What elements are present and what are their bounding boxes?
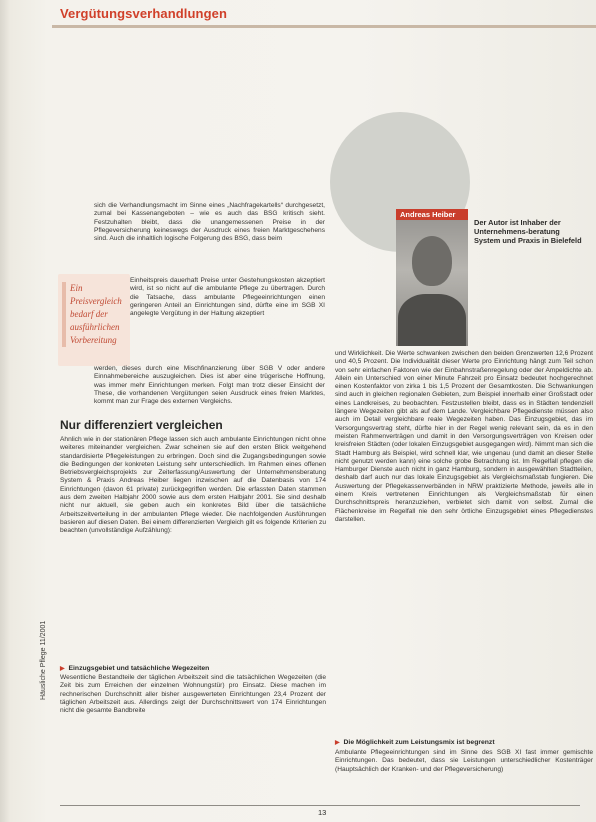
bullet-heading-left — [60, 665, 209, 672]
photo-label: Andreas Heiber — [396, 209, 468, 220]
vertical-source-label: Häusliche Pflege 11/2001 — [40, 620, 47, 700]
photo-caption: Der Autor ist Inhaber der Unternehmens-beratung System und Praxis in Bielefeld — [474, 218, 582, 245]
body-text-left-mid: werden, dieses durch eine Mischfinanzierung über SGB V oder andere Einnahmebereiche auszugleichen. Dies ist aber eine trügerische Hoffnung, was immer mehr Einrichtungen merken. Folgt man trotz dieser Einsicht der These, die vorhandenen Vergütungen seien Ausdruck eines freien Marktes, kommt man zur Frage des externen Vergleichs. — [94, 365, 325, 406]
page-number: 13 — [318, 808, 327, 817]
body-text-left-bottom: Wesentliche Bestandteile der täglichen Arbeitszeit sind die tatsächlichen Wegezeiten (die Zeit bis zum Erreichen der einzelnen Wohnungstür) pro Einsatz. Diese machen im rechnerischen Durchschnitt aller bisher ausgewerteten Einrichtungen 23,4 Prozent der täglichen Arbeitszeit aus. Allerdings zeigt der Durchschnittswert von 174 Einrichtungen nicht die gesamte Bandbreite — [60, 674, 326, 715]
bullet-heading-left-text: Einzugsgebiet und tatsächliche Wegezeiten — [68, 665, 210, 672]
body-text-left-main: Ähnlich wie in der stationären Pflege lassen sich auch ambulante Einrichtungen nicht ohne weiteres miteinander vergleichen. Zwar scheinen sie auf den ersten Blick weitgehend standardisierte Pflegeleistungen zu erbringen. Doch sind die Zugangsbedingungen sowie die Bedingungen der konkreten Leistung sehr unterschiedlich. Im Rahmen eines offenen Betriebsvergleichsprojekts zur Zeiterfassung/Auswertung der Unternehmensberatung System & Praxis Andreas Heiber liegen inzwischen auf die Datenbasis von 174 Einrichtungen (davon 61 private) zurückgegriffen werden. Die erfassten Daten stammen aus dem zweiten Halbjahr 2000 sowie aus dem ersten Halbjahr 2001. Sie sind deshalb nicht nur aktuell, sie geben auch ein konkretes Bild über die tatsächliche Arbeitszeitverteilung in der ambulanten Pflege wieder. Die nachfolgenden Ausführungen basieren auf diesen Daten. Bei einem differenzierten Vergleich gilt es folgende Kriterien zu beachten (unvollständige Aufzählung): — [60, 436, 326, 535]
body-text-right-bottom: Ambulante Pflegeeinrichtungen sind im Sinne des SGB XI fast immer gemischte Einrichtungen. Das bedeutet, dass sie Leistungen unterschiedlicher Kostenträger (Hauptsächlich der Kranken- und der Pflegeversicherung) — [335, 749, 593, 773]
triangle-bullet-icon: ▶ — [60, 666, 65, 672]
portrait-body — [398, 294, 466, 346]
author-portrait — [396, 220, 468, 346]
body-text-left-wrap: Einheitspreis dauerhaft Preise unter Gestehungskosten akzeptiert wird, ist so nicht auf die ambulante Pflege zu übertragen. Durch die Tatsache, dass ambulante Pflegeeinrichtungen einen geringeren Anteil an Einrichtungen sind, dürfte eine im SGB XI angelegte Vergütung in der Haltung akzeptiert — [130, 277, 325, 318]
bullet-heading-right-text: Die Möglichkeit zum Leistungsmix ist begrenzt — [343, 739, 495, 746]
pull-quote: Ein Preisvergleich bedarf der ausführlichen Vorbereitung — [62, 282, 124, 347]
bullet-heading-right — [335, 739, 495, 746]
page-binding-shadow — [0, 0, 10, 822]
triangle-bullet-icon: ▶ — [335, 740, 340, 746]
header-rule — [52, 25, 596, 28]
body-text-left-top: sich die Verhandlungsmacht im Sinne eines „Nachfragekartells“ durchgesetzt, zumal bei Kassenangeboten – wie es auch das BSG kritisch sieht. Festzuhalten bleibt, dass die unangemessenen Preise in der Pflegeversicherung keineswegs der Ausdruck eines freien Marktgeschehens sind. Auch die inhaltlich logische Folgerung des BSG, dass beim — [94, 202, 325, 243]
section-heading: Nur differenziert vergleichen — [60, 418, 223, 432]
footer-rule — [60, 805, 580, 806]
portrait-head — [412, 236, 452, 286]
body-text-right-main: und Wirklichkeit. Die Werte schwanken zwischen den beiden Grenzwerten 12,6 Prozent und 40,5 Prozent. Die Individualität dieser Werte pro Einrichtung hängt zum Teil schon von sehr einfachen Faktoren wie der Einbahnstraßenregelung oder der Ampeldichte ab. Allein ein Unterschied von einer Minute Fahrzeit pro Einsatz bedeutet hochgerechnet einen Kostenfaktor von zirka 1 bis 1,5 Prozent der Gesamtkosten. Die Schwankungen sind auch in gleichen regionalen Gebieten, zum Beispiel innerhalb einer Großstadt oder eines Landkreises, zu beobachten. Festzustellen bleibt, dass es in Städten tendenziell längere Wegezeiten gibt als auf dem Lande. Vergleichbare Pflegedienste müssen also auch im Detail vergleichbare reale Wegezeiten haben. Das Einzugsgebiet, das im Versorgungsvertrag steht, dürfte hier in der Regel wenig relevant sein, da es in den meisten Rahmenverträgen und damit in den Versorgungsverträgen von Kreisen oder kreisfreien Städten (oder lokalen Einzugsgebiet ausgegangen wird). Nimmt man sich die Stadt Hamburg als Beispiel, wird schnell klar, wie ungenau (und damit an dieser Stelle nicht genutzt werden kann) eine solche grobe Betrachtung ist. Im Regelfall pflegen die Hamburger Dienste auch nicht in ganz Hamburg, sondern in ausgewählten Stadtteilen, deshalb darf auch nur das lokale Einzugsgebiet als Vergleichsmaßstab fungieren. Die Auswertung der Pflegekassenverbänden in NRW praktizierte Methode, jeweils alle in einem Kreis vertretenen Einrichtungen als Vergleichsmaßstab für einen Durchschnittspreis heranzuziehen, verbietet sich damit von selbst. Zumal die Flächenkreise im Regelfall nie den sehr örtliche Einzugsgebiet eines Pflegedienstes darstellen. — [335, 350, 593, 523]
section-title: Vergütungsverhandlungen — [60, 6, 227, 21]
